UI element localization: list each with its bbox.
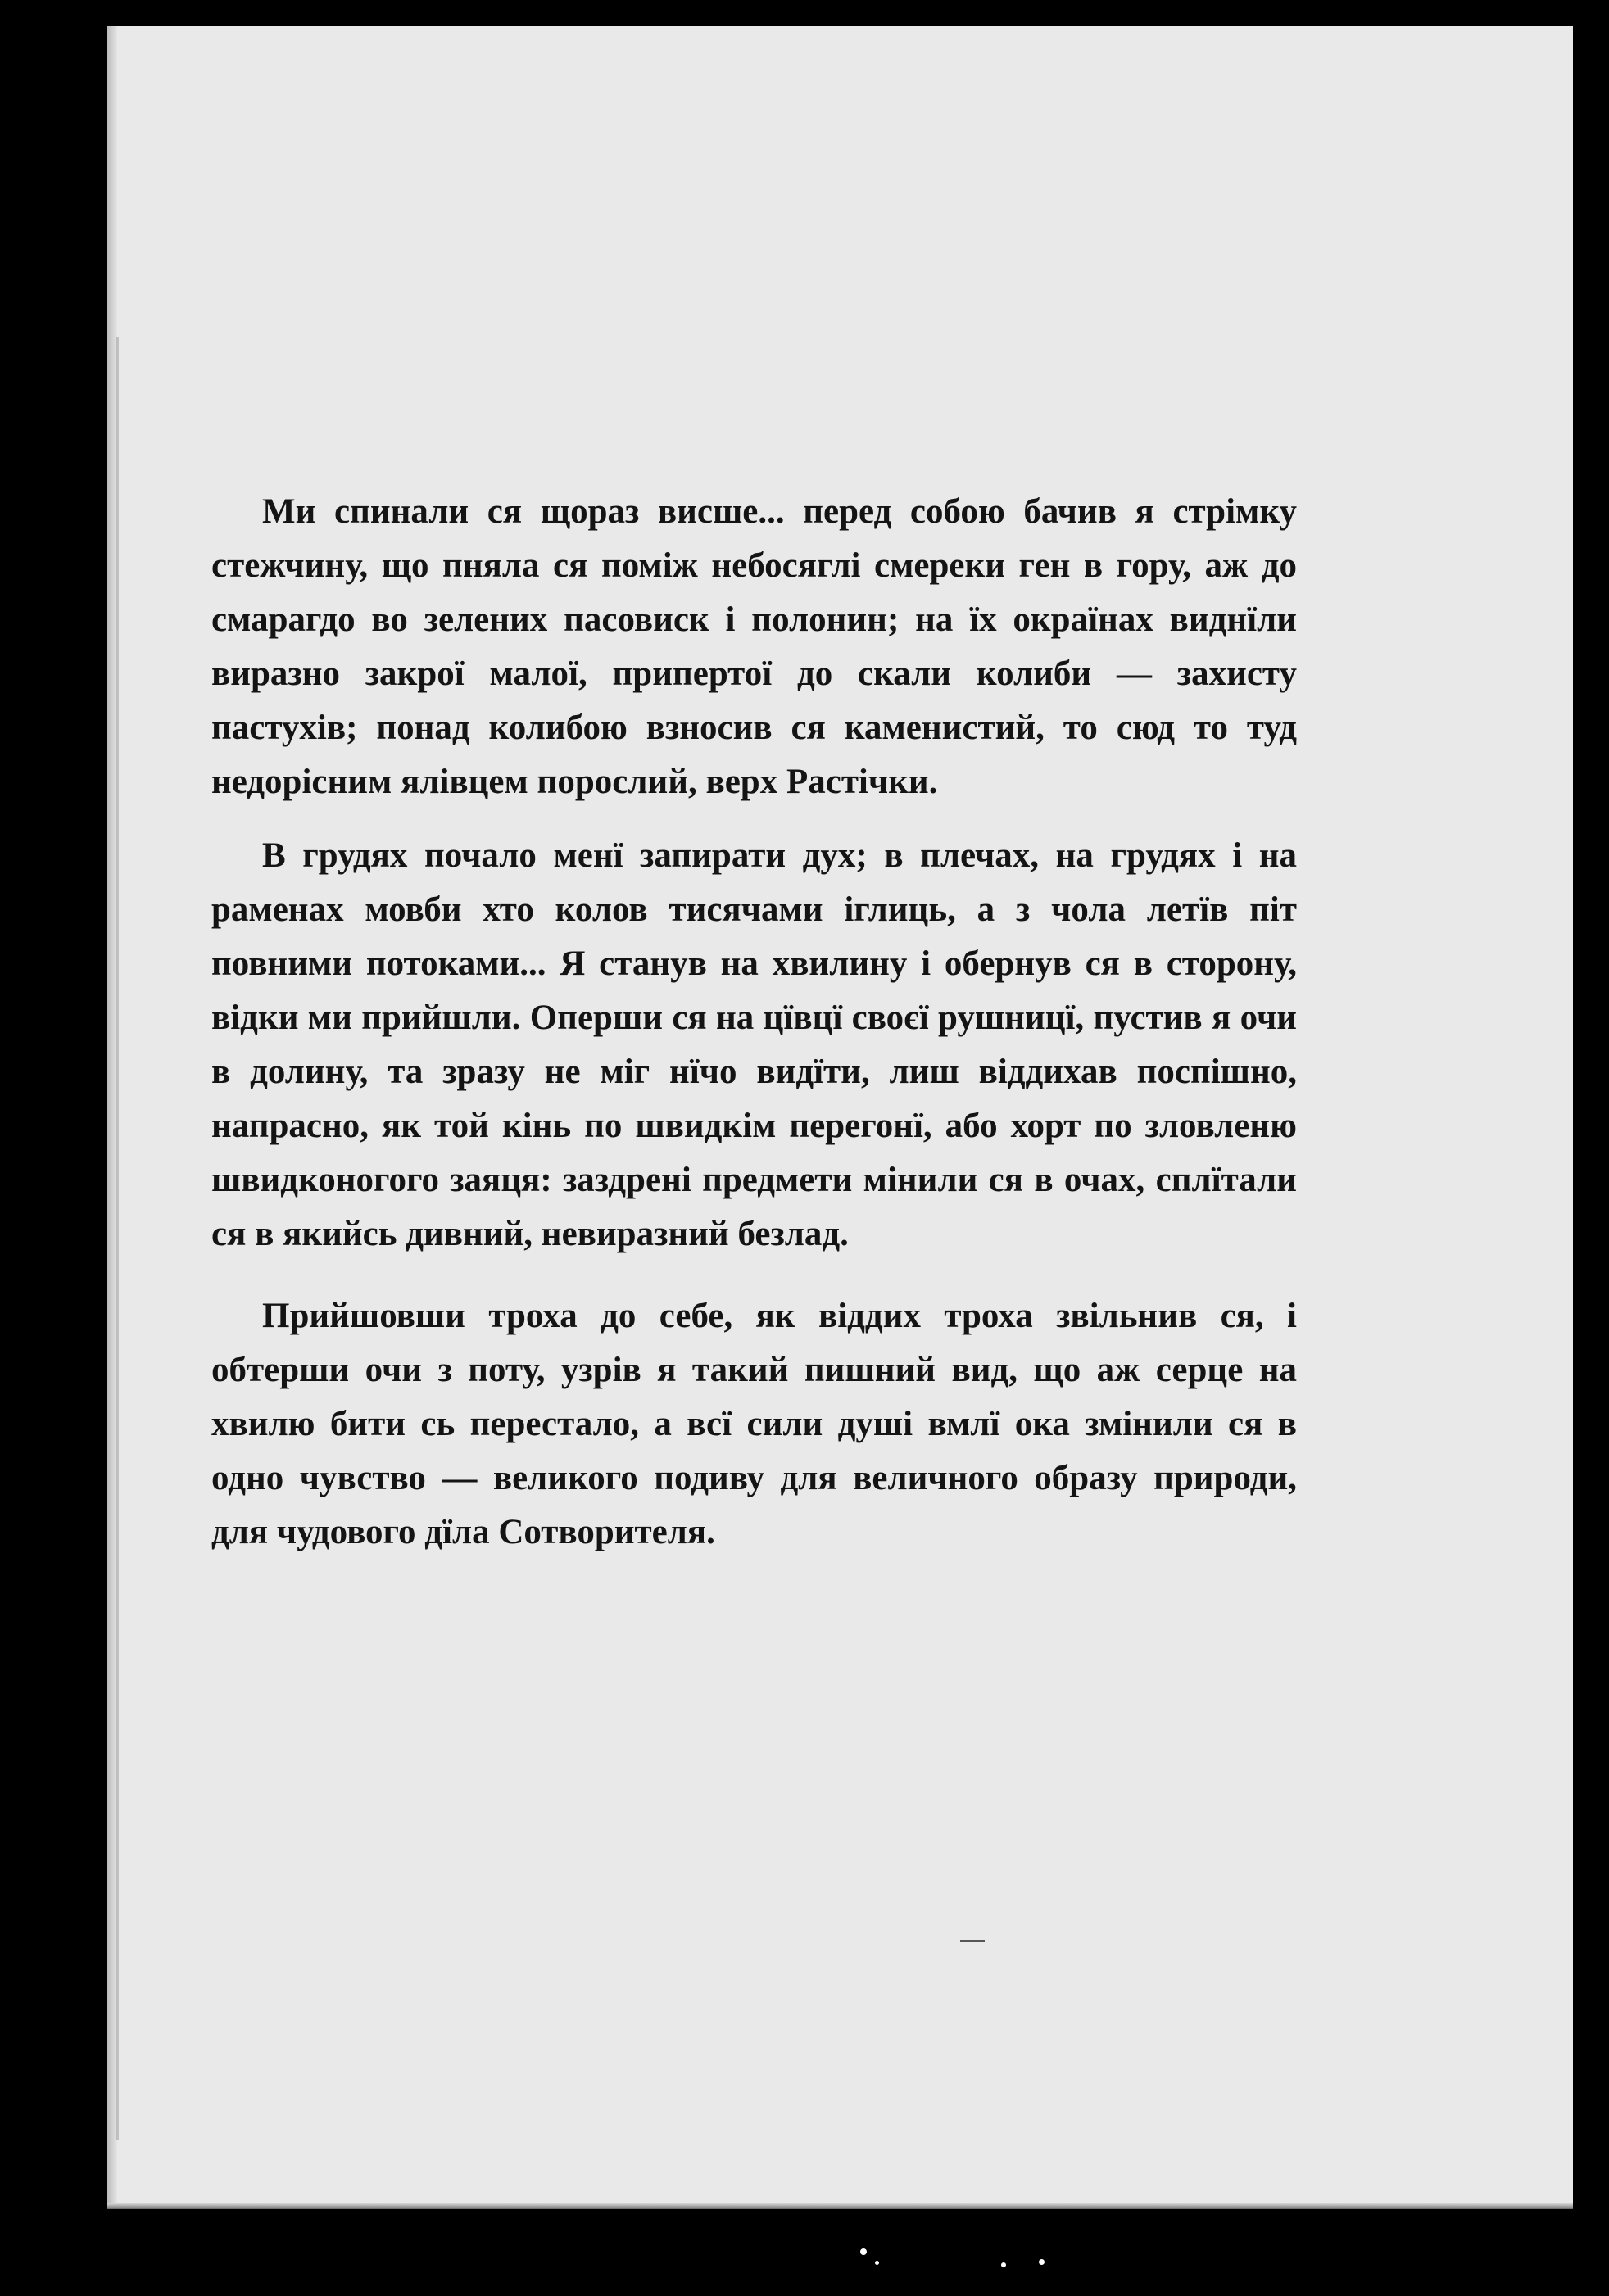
paragraph-3: Прийшовши троха до себе, як віддих троха звільнив ся, і обтерши очи з поту, узрів я такий пишний вид, що аж серце на хвилю бити сь перестало, а всї сили душі вмлї ока змінили ся в одно чувство — великого подиву для величного образу природи, для чудового дїла Сотворителя. xyxy=(211,1297,1297,1551)
paragraph-1: Ми спинали ся щораз висше... перед собою бачив я стрімку стежчину, що пняла ся поміж небосяглі смереки ген в гору, аж до смарагдо во зелених пасовиск і полонин; на їх окраїнах виднїли виразно закрої малої, припертої до скали колиби — захисту пастухів; понад колибою взносив ся каменистий, то сюд то туд недорісним ялівцем порослий, верх Растічки. xyxy=(211,492,1297,801)
page-bottom-edge xyxy=(107,2203,1573,2209)
scan-speck xyxy=(860,2248,867,2255)
scan-speck xyxy=(1001,2262,1006,2267)
page-binding-mark xyxy=(116,337,119,2140)
paragraph-2: В грудях почало менї запирати дух; в плечах, на грудях і на раменах мовби хто колов тисячами іглиць, а з чола летїв піт повними потоками... Я станув на хвилину і обернув ся в сторону, відки ми прийшли. Оперши ся на цївцї своєї рушницї, пустив я очи в долину, та зразу не міг нїчо видїти, лиш віддихав поспішно, напрасно, як той кінь по швидкім перегонї, або хорт по зловленю швидконогого заяця: заздрені предмети мінили ся в очах, сплїтали ся в якийсь дивний, невиразний безлад. xyxy=(211,836,1297,1253)
stray-mark xyxy=(960,1940,985,1942)
scan-speck xyxy=(1039,2259,1045,2265)
body-text xyxy=(211,485,1297,1560)
scan-speck xyxy=(875,2261,879,2265)
